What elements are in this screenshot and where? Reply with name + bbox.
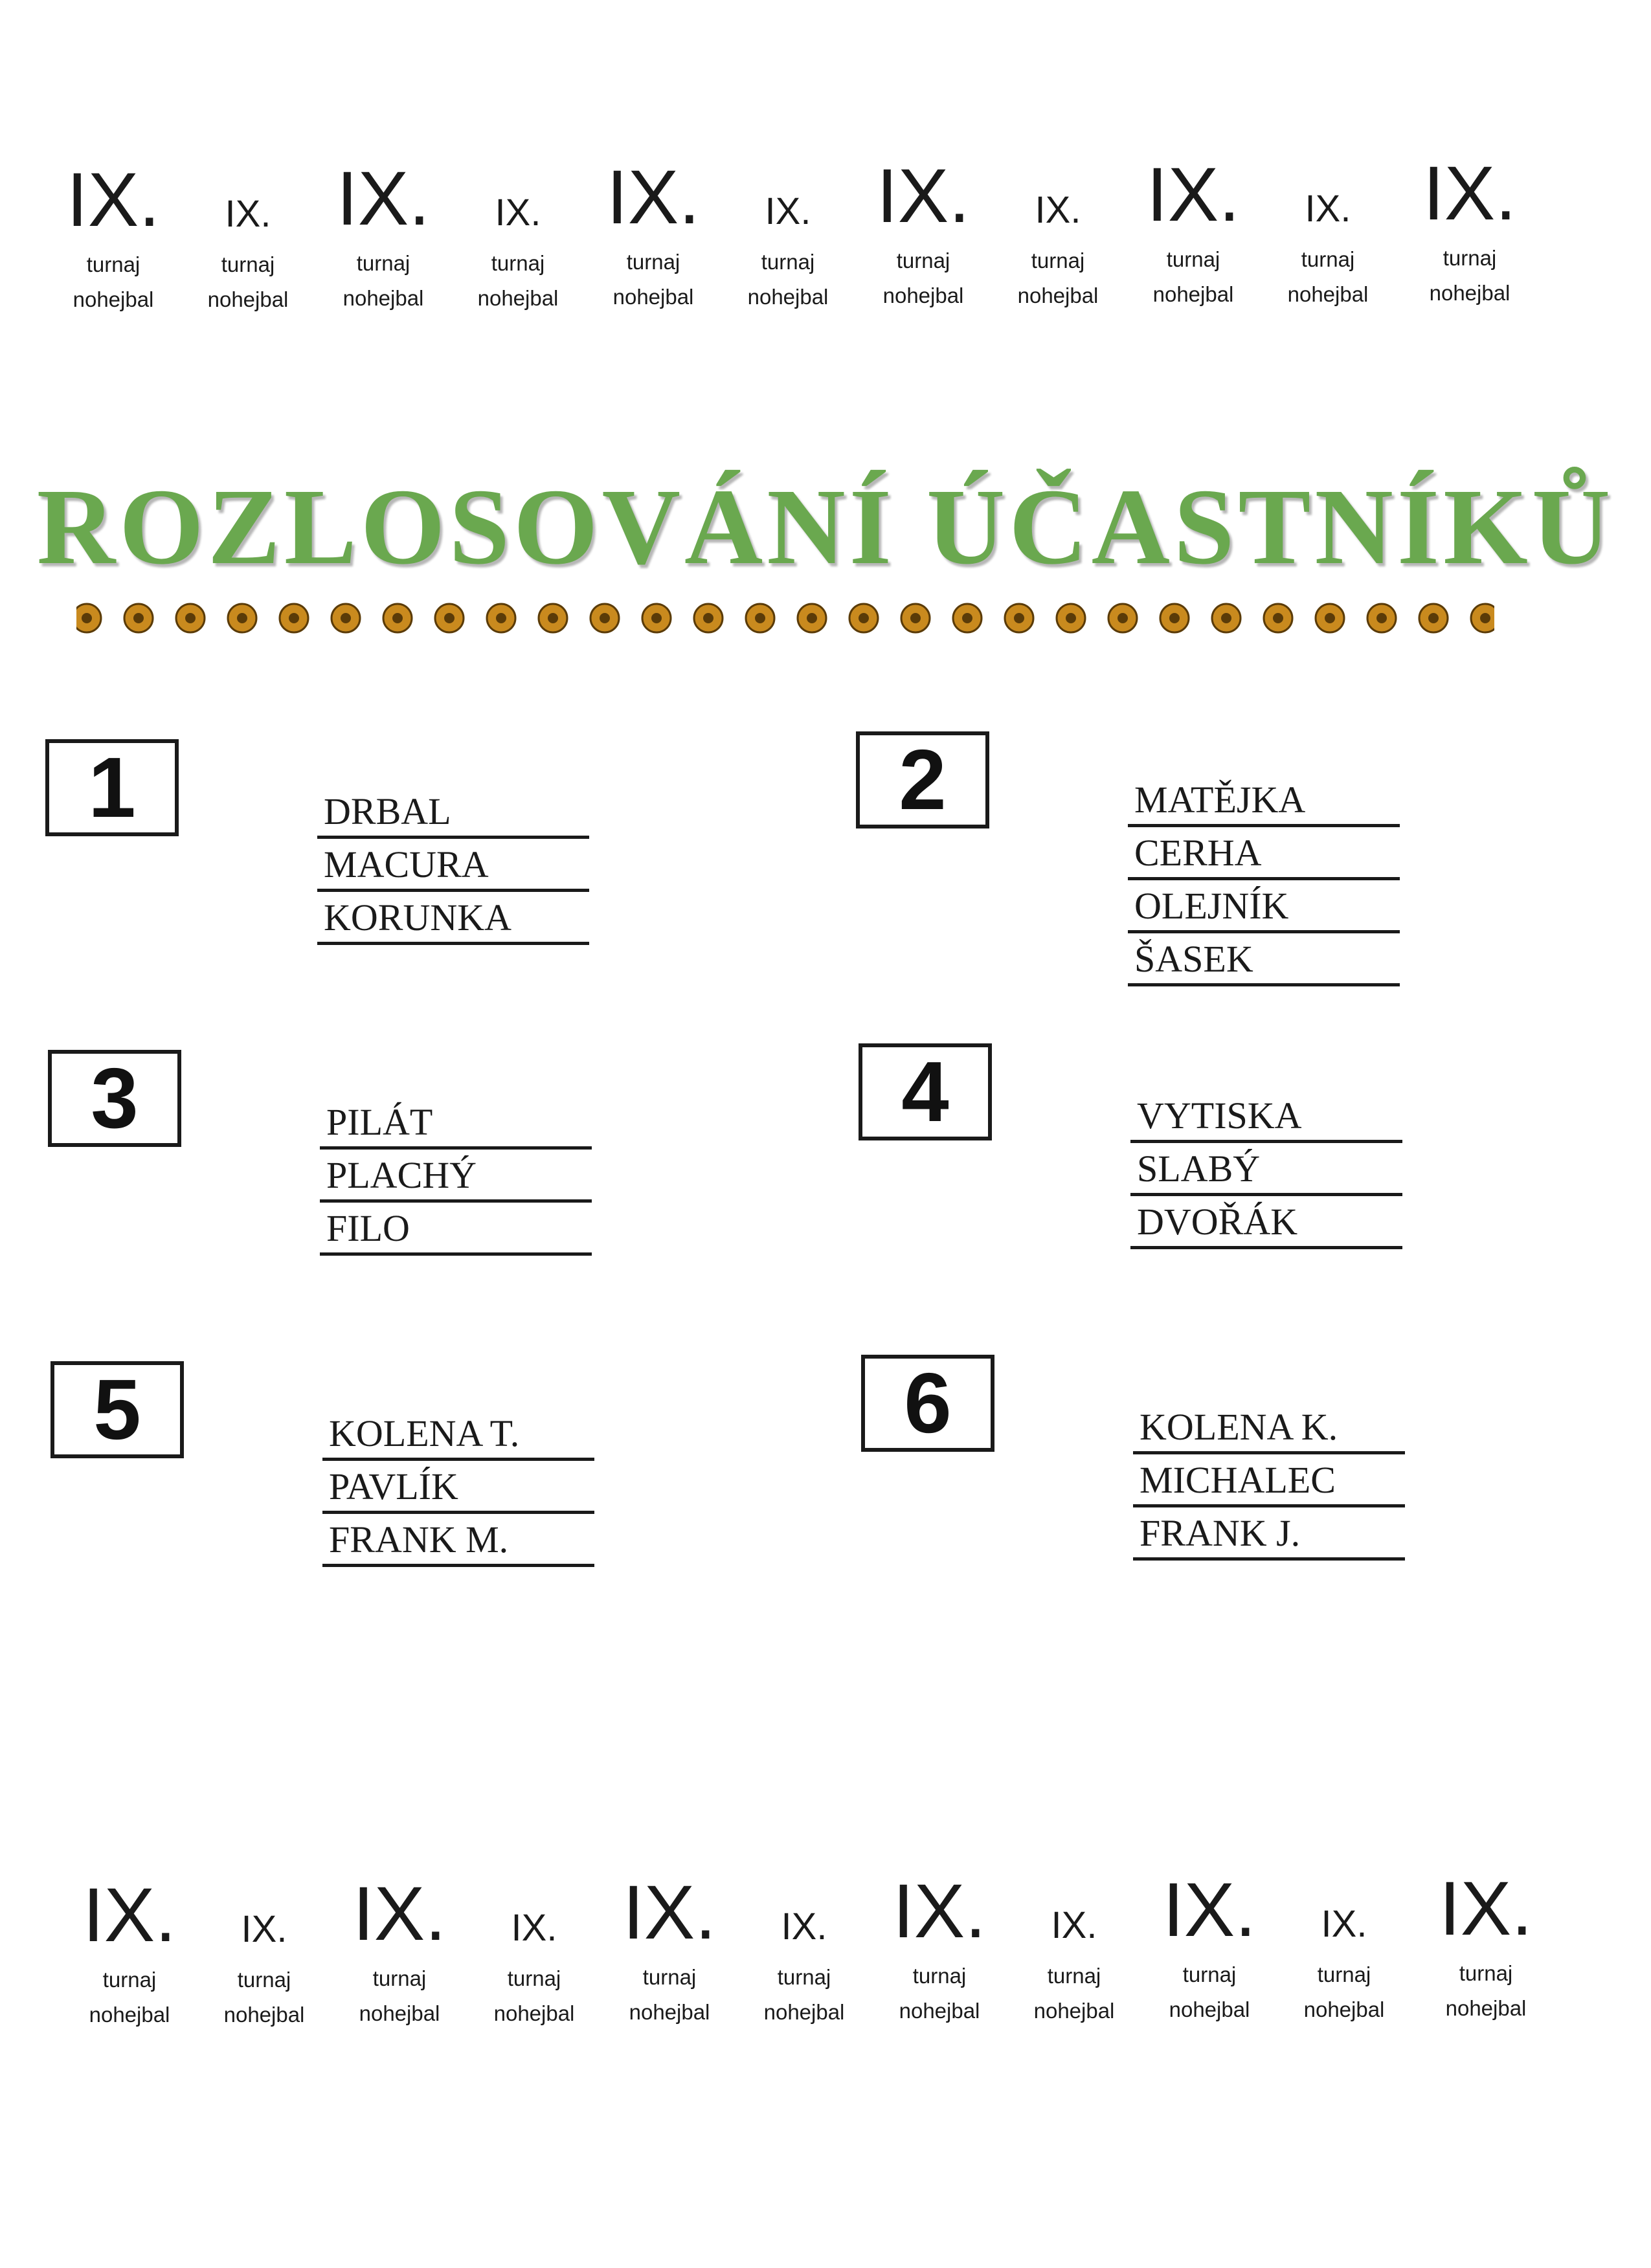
banner-roman: IX.	[352, 1871, 447, 1957]
banner-line2: nohejbal	[612, 285, 694, 309]
football-ball-icon	[383, 604, 412, 632]
football-ball-icon	[798, 604, 826, 632]
banner-roman: IX.	[1321, 1903, 1367, 1945]
group-name-list	[320, 1100, 592, 1260]
banner-line2: nohejbal	[1033, 1999, 1115, 2023]
football-ball-icon	[435, 604, 464, 632]
banner-line1: turnaj	[1459, 1961, 1513, 1985]
football-ball-icon	[1419, 604, 1448, 632]
participant-name: MATĚJKA	[1128, 778, 1400, 827]
football-ball-icon	[746, 604, 774, 632]
group-number: 2	[856, 731, 989, 828]
football-ball-icon	[280, 604, 308, 632]
banner-line2: nohejbal	[899, 1999, 980, 2023]
participant-name: FRANK J.	[1133, 1511, 1405, 1561]
banner-line1: turnaj	[356, 251, 410, 275]
football-ball-icon	[1005, 604, 1033, 632]
participant-name: KOLENA K.	[1133, 1405, 1405, 1454]
football-ball-icon	[953, 604, 982, 632]
participant-name: SLABÝ	[1130, 1147, 1402, 1196]
group-5	[51, 1361, 698, 1633]
participant-name: FILO	[320, 1206, 592, 1256]
participant-name: PAVLÍK	[322, 1465, 594, 1514]
football-ball-icon	[331, 604, 360, 632]
banner-line1: turnaj	[237, 1968, 291, 1992]
football-ball-icon	[1212, 604, 1241, 632]
group-3	[48, 1050, 695, 1322]
banner-roman: IX.	[495, 192, 541, 234]
football-ball-icon	[76, 604, 101, 632]
banner-roman: IX.	[606, 155, 701, 240]
banner-roman: IX.	[1051, 1904, 1097, 1946]
banner-roman: IX.	[511, 1907, 557, 1949]
football-ball-icon	[694, 604, 723, 632]
banner-line1: turnaj	[221, 252, 275, 276]
group-number: 4	[859, 1043, 992, 1140]
football-ball-icon	[1367, 604, 1396, 632]
participant-name: KORUNKA	[317, 896, 589, 945]
football-ball-icon	[849, 604, 878, 632]
banner-line1: turnaj	[912, 1964, 967, 1988]
banner-line2: nohejbal	[73, 287, 154, 311]
football-ball-icon	[1160, 604, 1189, 632]
banner-line2: nohejbal	[1152, 282, 1234, 306]
participant-name: CERHA	[1128, 831, 1400, 880]
group-2	[856, 731, 1503, 1003]
banner-roman: IX.	[876, 153, 971, 239]
banner-line2: nohejbal	[207, 287, 289, 311]
bottom-banner	[0, 1866, 1651, 2071]
group-number: 3	[48, 1050, 181, 1147]
participant-name: KOLENA T.	[322, 1412, 594, 1461]
banner-roman: IX.	[1162, 1867, 1257, 1953]
football-ball-icon	[487, 604, 515, 632]
participant-name: ŠASEK	[1128, 937, 1400, 986]
banner-tile	[1386, 151, 1554, 311]
participant-name: PLACHÝ	[320, 1153, 592, 1203]
banner-line1: turnaj	[372, 1966, 427, 1990]
football-ball-icon	[176, 604, 205, 632]
football-ball-icon	[642, 604, 671, 632]
football-ball-icon	[1316, 604, 1344, 632]
football-ball-icon	[228, 604, 256, 632]
group-name-list	[317, 790, 589, 949]
group-name-list	[1128, 778, 1400, 990]
banner-line1: turnaj	[1301, 247, 1355, 271]
group-4	[859, 1043, 1506, 1315]
banner-roman: IX.	[1305, 188, 1351, 230]
banner-roman: IX.	[1422, 151, 1517, 236]
banner-line2: nohejbal	[747, 285, 829, 309]
banner-roman: IX.	[622, 1870, 717, 1955]
banner-line1: turnaj	[86, 252, 140, 276]
group-1	[45, 739, 693, 1011]
football-ball-icon	[590, 604, 619, 632]
participant-name: VYTISKA	[1130, 1094, 1402, 1143]
banner-line2: nohejbal	[343, 286, 424, 310]
banner-line2: nohejbal	[223, 2003, 305, 2027]
banner-line2: nohejbal	[359, 2001, 440, 2025]
football-ball-icon	[901, 604, 930, 632]
banner-line1: turnaj	[1182, 1962, 1237, 1986]
banner-line2: nohejbal	[1017, 284, 1099, 307]
banner-line1: turnaj	[491, 251, 545, 275]
banner-roman: IX.	[1439, 1866, 1533, 1951]
banner-line2: nohejbal	[1169, 1997, 1250, 2021]
top-banner	[0, 151, 1651, 356]
banner-line2: nohejbal	[1303, 1997, 1385, 2021]
banner-line1: turnaj	[761, 250, 815, 274]
banner-roman: IX.	[781, 1906, 827, 1948]
banner-line1: turnaj	[507, 1966, 561, 1990]
page-title: ROZLOSOVÁNÍ ÚČASTNÍKŮ	[36, 467, 1615, 587]
participant-name: OLEJNÍK	[1128, 884, 1400, 933]
participant-name: DRBAL	[317, 790, 589, 839]
banner-line1: turnaj	[626, 250, 680, 274]
banner-roman: IX.	[1035, 189, 1081, 231]
participant-name: MICHALEC	[1133, 1458, 1405, 1507]
banner-line1: turnaj	[1031, 249, 1085, 272]
participant-name: FRANK M.	[322, 1518, 594, 1567]
ball-decoration-row	[76, 595, 1494, 641]
banner-line1: turnaj	[102, 1968, 157, 1992]
banner-line1: turnaj	[896, 249, 950, 272]
football-ball-icon	[1264, 604, 1292, 632]
group-name-list	[1133, 1405, 1405, 1564]
banner-roman: IX.	[241, 1908, 287, 1950]
banner-line1: turnaj	[777, 1965, 831, 1989]
group-6	[861, 1355, 1509, 1627]
banner-line2: nohejbal	[1445, 1996, 1527, 2020]
participant-name: DVOŘÁK	[1130, 1200, 1402, 1249]
banner-line1: turnaj	[1166, 247, 1220, 271]
banner-roman: IX.	[336, 156, 431, 241]
banner-line1: turnaj	[642, 1965, 697, 1989]
football-ball-icon	[1057, 604, 1085, 632]
banner-roman: IX.	[82, 1873, 177, 1958]
banner-line1: turnaj	[1443, 246, 1497, 270]
participant-name: MACURA	[317, 843, 589, 892]
banner-roman: IX.	[225, 193, 271, 235]
banner-roman: IX.	[765, 190, 811, 232]
group-number: 1	[45, 739, 179, 836]
banner-line2: nohejbal	[629, 2000, 710, 2024]
group-number: 6	[861, 1355, 994, 1452]
banner-line2: nohejbal	[763, 2000, 845, 2024]
banner-line1: turnaj	[1047, 1964, 1101, 1988]
group-name-list	[1130, 1094, 1402, 1253]
banner-roman: IX.	[66, 157, 161, 243]
banner-line2: nohejbal	[882, 284, 964, 307]
banner-line1: turnaj	[1317, 1962, 1371, 1986]
group-name-list	[322, 1412, 594, 1571]
banner-roman: IX.	[892, 1869, 987, 1954]
banner-line2: nohejbal	[493, 2001, 575, 2025]
banner-line2: nohejbal	[477, 286, 559, 310]
banner-line2: nohejbal	[89, 2003, 170, 2027]
banner-line2: nohejbal	[1287, 282, 1369, 306]
banner-roman: IX.	[1146, 152, 1241, 238]
banner-tile	[1402, 1866, 1570, 2026]
group-number: 5	[51, 1361, 184, 1458]
football-ball-icon	[539, 604, 567, 632]
football-ball-icon	[1471, 604, 1494, 632]
banner-line2: nohejbal	[1429, 281, 1511, 305]
participant-name: PILÁT	[320, 1100, 592, 1150]
football-ball-icon	[1108, 604, 1137, 632]
football-ball-icon	[124, 604, 153, 632]
